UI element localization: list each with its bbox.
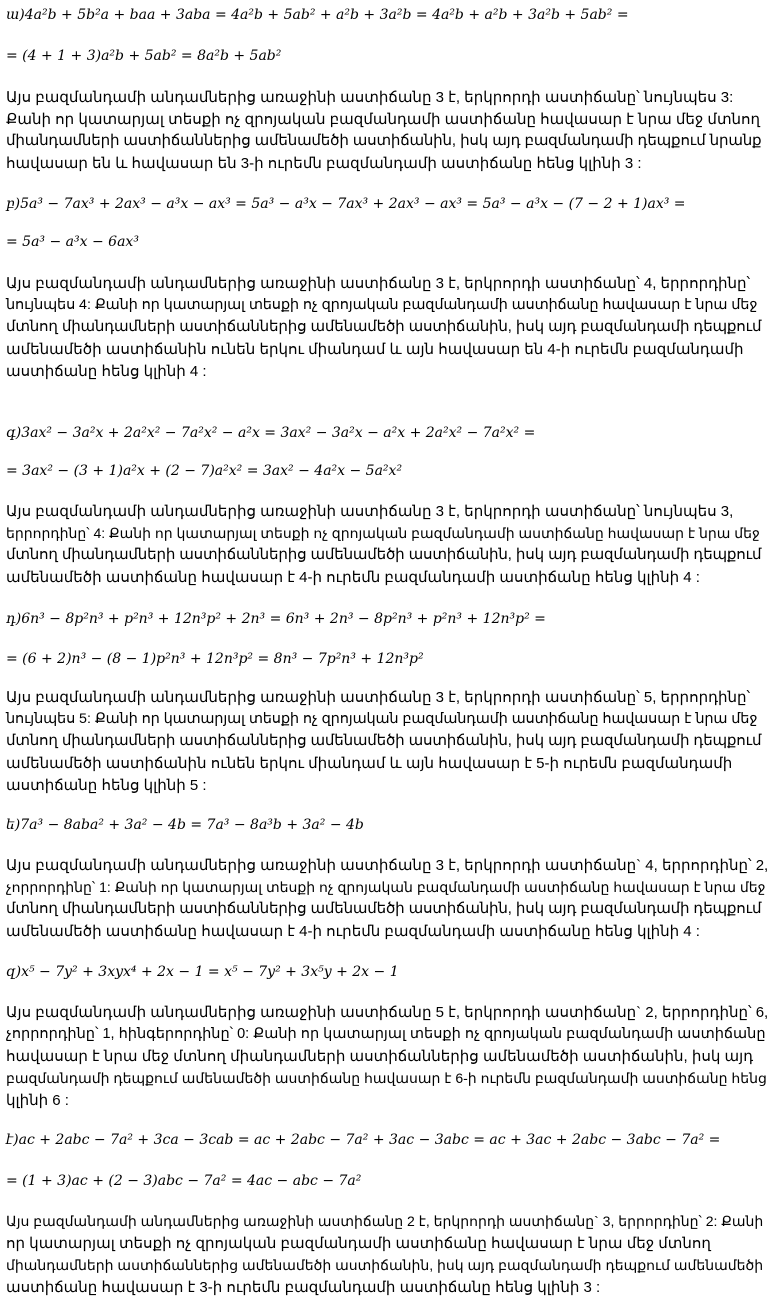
paragraph-line: միանդամների աստիճաններից ամենամեծի աստիճանին, իսկ այդ բազմանդամի դեպքում նրանք	[6, 133, 762, 149]
paragraph-line: Այս բազմանդամի անդամներից առաջինի աստիճանը 3 է, երկրորդի աստիճանը՝ նույնպես 3:	[6, 89, 734, 106]
paragraph-line: երրորդինը՝ 4: Քանի որ կատարյալ տեսքի ոչ զրոյական բազմանդամի աստիճանը հավասար է նրա մեջ	[6, 525, 760, 541]
paragraph-line: մտնող միանդամների աստիճաններից ամենամեծի աստիճանին, իսկ այդ բազմանդամի դեպքում	[6, 547, 762, 563]
equation-line: = 3ax² − (3 + 1)a²x + (2 − 7)a²x² = 3ax² − 4a²x − 5a²x²	[6, 463, 403, 479]
equation-line: գ)3ax² − 3a²x + 2a²x² − 7a²x² − a²x = 3ax² − 3a²x − a²x + 2a²x² − 7a²x² =	[6, 425, 536, 441]
equation-line: = (4 + 1 + 3)a²b + 5ab² = 8a²b + 5ab²	[6, 48, 282, 64]
equation-line: բ)5a³ − 7ax³ + 2ax³ − a³x − ax³ = 5a³ − a³x − 7ax³ + 2ax³ − ax³ = 5a³ − a³x − (7 − 2 + 1)ax³ =	[6, 196, 686, 212]
paragraph-line: Այս բազմանդամի անդամներից առաջինի աստիճանը 2 է, երկրորդի աստիճանը` 3, երրորդինը՝ 2: Քանի	[6, 1213, 764, 1229]
paragraph-line: որ կատարյալ տեսքի ոչ զրոյական բազմանդամի աստիճանը հավասար է նրա մեջ մտնող	[6, 1235, 711, 1252]
paragraph-line: մտնող միանդամների աստիճաններից ամենամեծի աստիճանին, իսկ այդ բազմանդամի դեպքում	[6, 319, 762, 335]
paragraph-line: Քանի որ կատարյալ տեսքի ոչ զրոյական բազմանդամի աստիճանը հավասար է նրա մեջ մտնող	[6, 111, 761, 128]
paragraph-line: մտնող միանդամների աստիճաններից ամենամեծի աստիճանին, իսկ այդ բազմանդամի դեպքում	[6, 901, 762, 917]
paragraph-line: ամենամեծի աստիճանը հավասար է 4-ի ուրեմն բազմանդամի աստիճանը հենց կլինի 4 :	[6, 923, 700, 940]
paragraph-line: ամենամեծի աստիճանին ունեն երկու միանդամ և այն հավասար են 4-ի ուրեմն բազմանդամի	[6, 341, 744, 358]
paragraph-line: Այս բազմանդամի անդամներից առաջինի աստիճանը 3 է, երկրորդի աստիճանը` 4, երրորդինը՝ 2,	[6, 857, 769, 874]
paragraph-line: Այս բազմանդամի անդամներից առաջինի աստիճանը 3 է, երկրորդի աստիճանը՝ 5, երրորդինը՝	[6, 689, 751, 706]
paragraph-line: մտնող միանդամների աստիճաններից ամենամեծի աստիճանին, իսկ այդ բազմանդամի դեպքում	[6, 733, 762, 749]
equation-line: = 5a³ − a³x − 6ax³	[6, 234, 139, 250]
paragraph-line: բազմանդամի դեպքում ամենամեծի աստիճանը հավասար է 6-ի ուրեմն բազմանդամի աստիճանը հենց	[6, 1070, 767, 1086]
paragraph-line: ամենամեծի աստիճանը հավասար է 4-ի ուրեմն բազմանդամի աստիճանը հենց կլինի 4 :	[6, 569, 700, 586]
paragraph-line: Այս բազմանդամի անդամներից առաջինի աստիճանը 3 է, երկրորդի աստիճանը՝ նույնպես 3,	[6, 503, 734, 520]
equation-line: = (1 + 3)ac + (2 − 3)abc − 7a² = 4ac − abc − 7a²	[6, 1173, 362, 1189]
equation-line: = (6 + 2)n³ − (8 − 1)p²n³ + 12n³p² = 8n³ − 7p²n³ + 12n³p²	[6, 651, 424, 667]
paragraph-line: Այս բազմանդամի անդամներից առաջինի աստիճանը 5 է, երկրորդի աստիճանը` 2, երրորդինը՝ 6,	[6, 1004, 769, 1021]
paragraph-line: ամենամեծի աստիճանին ունեն երկու միանդամ և այն հավասար է 5-ի ուրեմն բազմանդամի	[6, 755, 733, 772]
equation-line: դ)6n³ − 8p²n³ + p²n³ + 12n³p² + 2n³ = 6n³ + 2n³ − 8p²n³ + p²n³ + 12n³p² =	[6, 611, 546, 627]
paragraph-line: աստիճանը հենց կլինի 5 :	[6, 777, 207, 794]
paragraph-line: հավասար են և հավասար են 3-ի ուրեմն բազմանդամի աստիճանը հենց կլինի 3 :	[6, 155, 642, 172]
paragraph-line: չորրորդինը՝ 1: Քանի որ կատարյալ տեսքի ոչ զրոյական բազմանդամի աստիճանը հավասար է նրա մեջ	[6, 879, 766, 895]
paragraph-line: հավասար է նրա մեջ մտնող միանդամների աստիճաններից ամենամեծի աստիճանին, իսկ այդ	[6, 1048, 754, 1065]
equation-line: զ)x⁵ − 7y² + 3xyx⁴ + 2x − 1 = x⁵ − 7y² + 3x⁵y + 2x − 1	[6, 964, 399, 980]
paragraph-line: աստիճանը հենց կլինի 4 :	[6, 363, 207, 380]
paragraph-line: կլինի 6 :	[6, 1092, 69, 1109]
paragraph-line: Այս բազմանդամի անդամներից առաջինի աստիճանը 3 է, երկրորդի աստիճանը՝ 4, երրորդինը՝	[6, 275, 751, 292]
paragraph-line: նույնպես 5: Քանի որ կատարյալ տեսքի ոչ զրոյական բազմանդամի աստիճանը հավասար է նրա մեջ	[6, 711, 758, 727]
paragraph-line: նույնպես 4: Քանի որ կատարյալ տեսքի ոչ զրոյական բազմանդամի աստիճանը հավասար է նրա մեջ	[6, 297, 758, 313]
equation-line: ե)7a³ − 8aba² + 3a² − 4b = 7a³ − 8a³b + 3a² − 4b	[6, 817, 364, 833]
paragraph-line: չորրորդինը՝ 1, հինգերորդինը՝ 0: Քանի որ կատարյալ տեսքի ոչ զրոյական բազմանդամի աստիճանը	[6, 1026, 766, 1042]
paragraph-line: աստիճանը հավասար է 3-ի ուրեմն բազմանդամի աստիճանը հենց կլինի 3 :	[6, 1279, 601, 1296]
equation-line: է)ac + 2abc − 7a² + 3ca − 3cab = ac + 2abc − 7a² + 3ac − 3abc = ac + 3ac + 2abc − 3abc − 7a² =	[6, 1132, 721, 1148]
paragraph-line: միանդամների աստիճաններից ամենամեծի աստիճանին, իսկ այդ բազմանդամի դեպքում ամենամեծի	[6, 1257, 764, 1273]
equation-line: ա)4a²b + 5b²a + baa + 3aba = 4a²b + 5ab² + a²b + 3a²b = 4a²b + a²b + 3a²b + 5ab² =	[6, 7, 629, 23]
